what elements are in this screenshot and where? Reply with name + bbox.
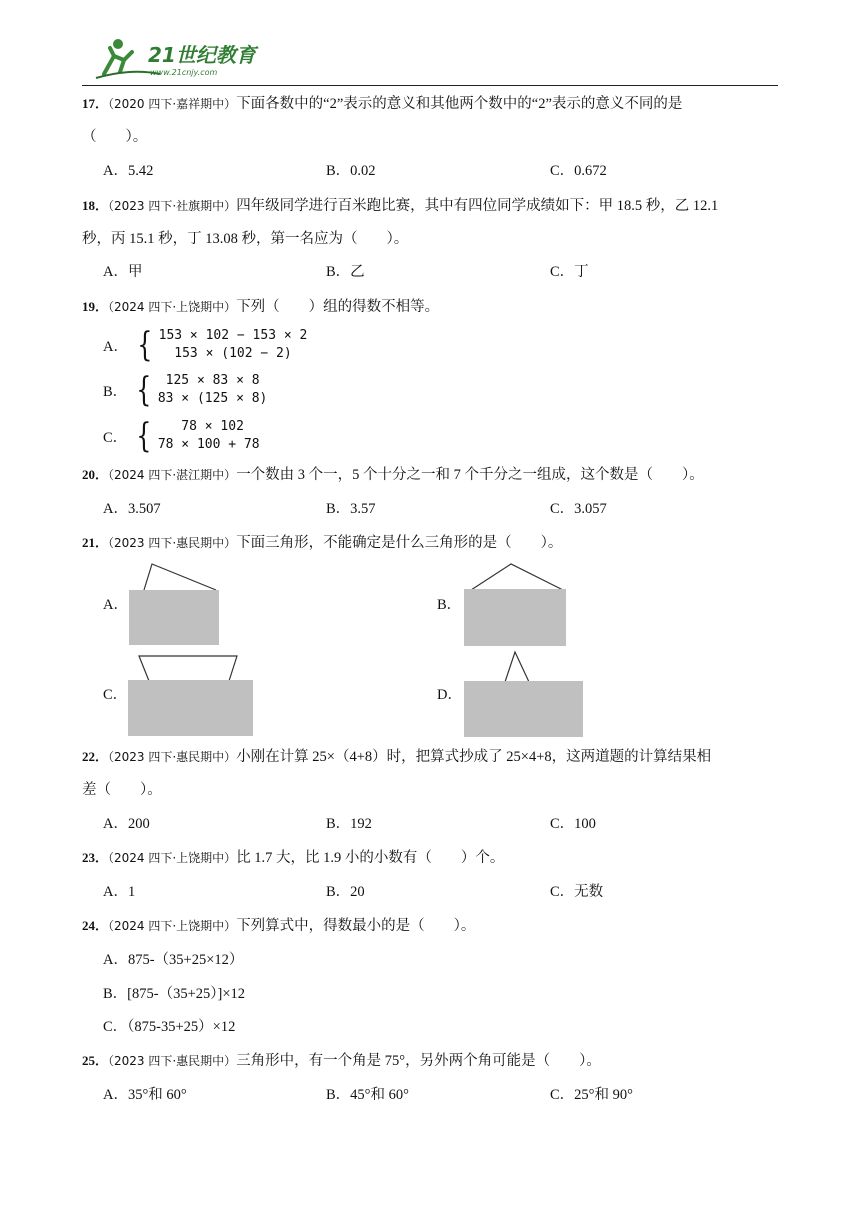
question-stem: 小刚在计算 25×（4+8）时，把算式抄成了 25×4+8，这两道题的计算结果相 (236, 749, 712, 765)
option-b[interactable]: B．20 (326, 884, 365, 900)
question-23 (82, 849, 504, 867)
question-source: （2023 四下·惠民期中） (108, 1054, 237, 1068)
covered-triangle-c (127, 655, 255, 737)
question-stem-continued: 差（ ）。 (82, 782, 162, 798)
option-a[interactable]: A．5.42 (103, 163, 154, 179)
question-source: （2023 四下·惠民期中） (108, 536, 237, 550)
option-a[interactable]: A．875-（35+25×12） (103, 952, 244, 968)
question-stem: 比 1.7 大，比 1.9 小的小数有（ ）个。 (236, 850, 505, 866)
option-a[interactable]: A．200 (103, 816, 150, 832)
option-a[interactable]: A．3.507 (103, 501, 161, 517)
logo-21cnjy (90, 34, 270, 82)
option-label: B． (103, 383, 128, 400)
question-source: （2024 四下·上饶期中） (108, 851, 237, 865)
option-c[interactable]: C．无数 (550, 884, 604, 900)
option-b[interactable] (103, 372, 267, 408)
covered-triangle-b (463, 562, 567, 646)
question-number: 23． (82, 850, 109, 865)
question-stem-continued: （ ）。 (82, 129, 148, 145)
question-stem-continued: 秒，丙 15.1 秒，丁 13.08 秒，第一名应为（ ）。 (82, 231, 409, 247)
question-number: 25． (82, 1053, 109, 1068)
question-number: 17． (82, 96, 109, 111)
expression-row: 125 × 83 × 8 (157, 373, 260, 388)
option-b[interactable]: B．3.57 (326, 501, 376, 517)
option-a[interactable] (103, 327, 307, 363)
page-header (82, 34, 778, 86)
question-number: 19． (82, 299, 109, 314)
option-c[interactable]: C．100 (550, 816, 596, 832)
left-brace-icon: { (136, 416, 152, 456)
expression-row: 78 × 102 (157, 419, 244, 434)
question-24 (82, 917, 475, 935)
question-19 (82, 298, 439, 316)
option-d[interactable]: D． (437, 687, 462, 703)
option-a[interactable]: A．甲 (103, 264, 143, 280)
option-b[interactable]: B．乙 (326, 264, 365, 280)
option-b[interactable]: B． (437, 597, 462, 613)
question-source: （2024 四下·上饶期中） (108, 300, 237, 314)
question-17 (82, 95, 682, 113)
question-stem: 三角形中，有一个角是 75°，另外两个角可能是（ ）。 (236, 1053, 601, 1069)
question-number: 18． (82, 198, 109, 213)
question-number: 21． (82, 535, 109, 550)
expression-row: 78 × 100 + 78 (157, 437, 260, 452)
option-a[interactable]: A．35°和 60° (103, 1087, 187, 1103)
option-b[interactable]: B．45°和 60° (326, 1087, 409, 1103)
option-c[interactable]: C．0.672 (550, 163, 607, 179)
option-c[interactable]: C．25°和 90° (550, 1087, 633, 1103)
question-stem: 四年级同学进行百米跑比赛，其中有四位同学成绩如下：甲 18.5 秒，乙 12.1 (236, 198, 719, 214)
covered-triangle-a (128, 562, 220, 646)
question-22 (82, 748, 711, 766)
question-21 (82, 534, 562, 552)
left-brace-icon: { (137, 325, 153, 365)
question-stem: 下面各数中的“2”表示的意义和其他两个数中的“2”表示的意义不同的是 (236, 96, 683, 112)
option-label: C． (103, 429, 128, 446)
header-divider (82, 85, 778, 86)
question-20 (82, 466, 704, 484)
option-c[interactable] (103, 418, 260, 454)
option-b[interactable]: B．[875-（35+25）]×12 (103, 986, 246, 1002)
question-number: 20． (82, 467, 109, 482)
expression-row: 83 × (125 × 8) (157, 391, 268, 406)
svg-text:www.21cnjy.com: www.21cnjy.com (150, 68, 218, 77)
option-b[interactable]: B．0.02 (326, 163, 376, 179)
question-source: （2023 四下·惠民期中） (108, 750, 237, 764)
option-label: A． (103, 338, 128, 355)
covered-triangle-d (463, 650, 585, 738)
question-source: （2024 四下·湛江期中） (108, 468, 237, 482)
option-a[interactable]: A． (103, 597, 128, 613)
option-b[interactable]: B．192 (326, 816, 372, 832)
question-source: （2020 四下·嘉祥期中） (108, 97, 237, 111)
question-stem: 下列（ ）组的得数不相等。 (236, 299, 440, 315)
option-c[interactable]: C．（875-35+25）×12 (103, 1019, 236, 1035)
option-a[interactable]: A．1 (103, 884, 136, 900)
question-18 (82, 197, 718, 215)
question-25 (82, 1052, 601, 1070)
question-number: 24． (82, 918, 109, 933)
svg-text:21世纪教育: 21世纪教育 (148, 43, 256, 67)
question-number: 22． (82, 749, 109, 764)
expression-row: 153 × (102 − 2) (158, 346, 292, 361)
question-stem: 下面三角形，不能确定是什么三角形的是（ ）。 (236, 535, 563, 551)
expression-row: 153 × 102 − 153 × 2 (158, 328, 308, 343)
option-c[interactable]: C． (103, 687, 128, 703)
question-source: （2024 四下·上饶期中） (108, 919, 237, 933)
left-brace-icon: { (136, 370, 152, 410)
question-source: （2023 四下·社旗期中） (108, 199, 237, 213)
question-stem: 一个数由 3 个一，5 个十分之一和 7 个千分之一组成，这个数是（ ）。 (236, 467, 704, 483)
question-stem: 下列算式中，得数最小的是（ ）。 (236, 918, 476, 934)
option-c[interactable]: C．丁 (550, 264, 589, 280)
option-c[interactable]: C．3.057 (550, 501, 607, 517)
